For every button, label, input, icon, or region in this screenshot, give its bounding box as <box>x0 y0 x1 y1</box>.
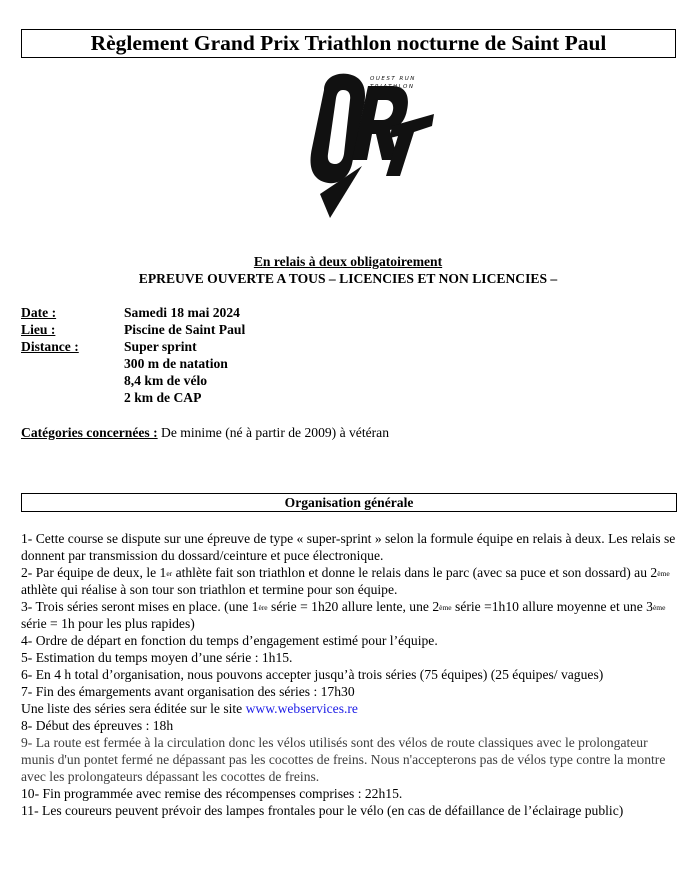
distance-value: 8,4 km de vélo <box>124 373 208 388</box>
rule-3: 3- Trois séries seront mises en place. (une 1ère série = 1h20 allure lente, une 2ème série =1h10 allure moyenne et une 3ème série = 1h pour les plus rapides) <box>21 599 666 631</box>
rule-9: 9- La route est fermée à la circulation donc les vélos utilisés sont des vélos de route classiques avec le prolongateur munis d'un pontet fermé ne dépassant pas les cocottes de freins. Nous n'accepterons pas de vélos type contre la montre avec les prolongateurs dépassant les cocottes de freins. <box>21 735 666 784</box>
categories-line <box>21 424 389 441</box>
rules-list <box>21 530 677 819</box>
rule-11: 11- Les coureurs peuvent prévoir des lampes frontales pour le vélo (en cas de défaillance de l’éclairage public) <box>21 803 624 818</box>
categories-label: Catégories concernées : <box>21 425 158 440</box>
lieu-value: Piscine de Saint Paul <box>124 322 246 337</box>
svg-text:TRIATHLON: TRIATHLON <box>370 84 415 90</box>
ort-logo <box>306 68 438 222</box>
rule-2: 2- Par équipe de deux, le 1er athlète fait son triathlon et donne le relais dans le parc (avec sa puce et son dossard) au 2ème athlète qui réalise à son tour son triathlon et termine pour son équipe. <box>21 565 670 597</box>
rule-7-list-note: Une liste des séries sera éditée sur le site www.webservices.re <box>21 701 358 716</box>
logo-letter-o <box>311 74 366 184</box>
open-to-all-heading: EPREUVE OUVERTE A TOUS – LICENCIES ET NON LICENCIES – <box>138 271 558 286</box>
rule-10: 10- Fin programmée avec remise des récompenses comprises : 22h15. <box>21 786 403 801</box>
webservices-link[interactable]: www.webservices.re <box>245 701 358 716</box>
rule-7: 7- Fin des émargements avant organisation des séries : 17h30 <box>21 684 355 699</box>
categories-value: De minime (né à partir de 2009) à vétéran <box>157 425 390 440</box>
date-value: Samedi 18 mai 2024 <box>124 305 240 320</box>
rule-6: 6- En 4 h total d’organisation, nous pouvons accepter jusqu’à trois séries (75 équipes) (25 équipes/ vagues) <box>21 667 604 682</box>
document-title: Règlement Grand Prix Triathlon nocturne de Saint Paul <box>21 29 676 58</box>
distance-value: 300 m de natation <box>124 356 228 371</box>
svg-text:OUEST RUN: OUEST RUN <box>370 76 416 82</box>
distance-label: Distance : <box>21 339 79 354</box>
rule-5: 5- Estimation du temps moyen d’une série : 1h15. <box>21 650 293 665</box>
distance-value: 2 km de CAP <box>124 390 202 405</box>
section-title: Organisation générale <box>21 493 677 512</box>
date-label: Date : <box>21 305 57 320</box>
rule-4: 4- Ordre de départ en fonction du temps d’engagement estimé pour l’équipe. <box>21 633 438 648</box>
rule-1: 1- Cette course se dispute sur une épreuve de type « super-sprint » selon la formule équipe en relais à deux. Les relais se donnent par transmission du dossard/ceinture et puce électronique. <box>21 531 676 563</box>
distance-value: Super sprint <box>124 339 197 354</box>
rule-8: 8- Début des épreuves : 18h <box>21 718 174 733</box>
lieu-label: Lieu : <box>21 322 56 337</box>
relay-heading: En relais à deux obligatoirement <box>253 254 443 269</box>
